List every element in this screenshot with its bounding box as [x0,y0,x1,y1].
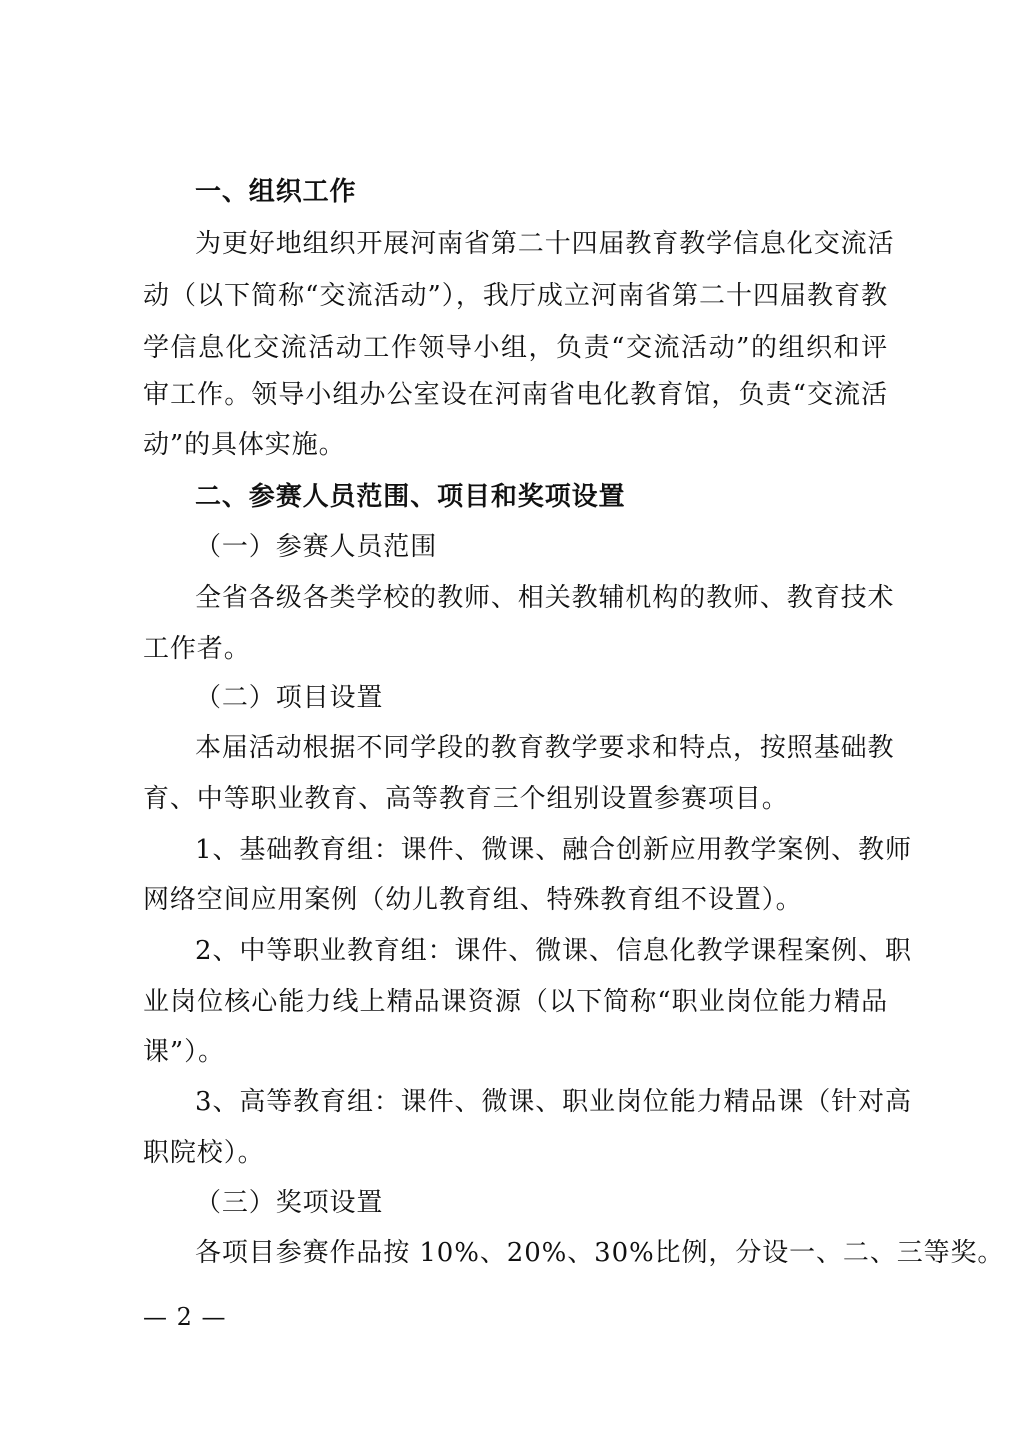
list-item-basic-education: 1、基础教育组：课件、微课、融合创新应用教学案例、教师 [195,835,912,865]
paragraph-line: 为更好地组织开展河南省第二十四届教育教学信息化交流活 [195,229,895,259]
paragraph-line: 动”的具体实施。 [143,430,346,460]
paragraph-line: 学信息化交流活动工作领导小组，负责“交流活动”的组织和评 [143,333,888,363]
paragraph-line: 全省各级各类学校的教师、相关教辅机构的教师、教育技术 [195,583,895,613]
subsection-title-participants: （一）参赛人员范围 [195,532,438,562]
section-heading-organization: 一、组织工作 [195,177,357,207]
paragraph-line: 各项目参赛作品按 10%、20%、30%比例，分设一、二、三等奖。 [195,1238,1005,1268]
paragraph-line: 网络空间应用案例（幼儿教育组、特殊教育组不设置）。 [143,885,803,915]
list-item-higher-education: 3、高等教育组：课件、微课、职业岗位能力精品课（针对高 [195,1087,912,1117]
paragraph-line: 业岗位核心能力线上精品课资源（以下简称“职业岗位能力精品 [143,987,888,1017]
paragraph-line: 本届活动根据不同学段的教育教学要求和特点，按照基础教 [195,733,895,763]
paragraph-line: 育、中等职业教育、高等教育三个组别设置参赛项目。 [143,784,789,814]
section-heading-participants-projects-awards: 二、参赛人员范围、项目和奖项设置 [195,482,626,512]
paragraph-line: 审工作。领导小组办公室设在河南省电化教育馆，负责“交流活 [143,380,888,410]
paragraph-line: 动（以下简称“交流活动”），我厅成立河南省第二十四届教育教 [143,281,888,311]
document-page [143,0,1005,1448]
page-number: — 2 — [143,1303,227,1331]
paragraph-line: 工作者。 [143,634,251,664]
subsection-title-projects: （二）项目设置 [195,683,384,713]
list-item-vocational-education: 2、中等职业教育组：课件、微课、信息化教学课程案例、职 [195,936,912,966]
paragraph-line: 课”）。 [143,1037,225,1067]
subsection-title-awards: （三）奖项设置 [195,1188,384,1218]
paragraph-line: 职院校）。 [143,1138,265,1168]
